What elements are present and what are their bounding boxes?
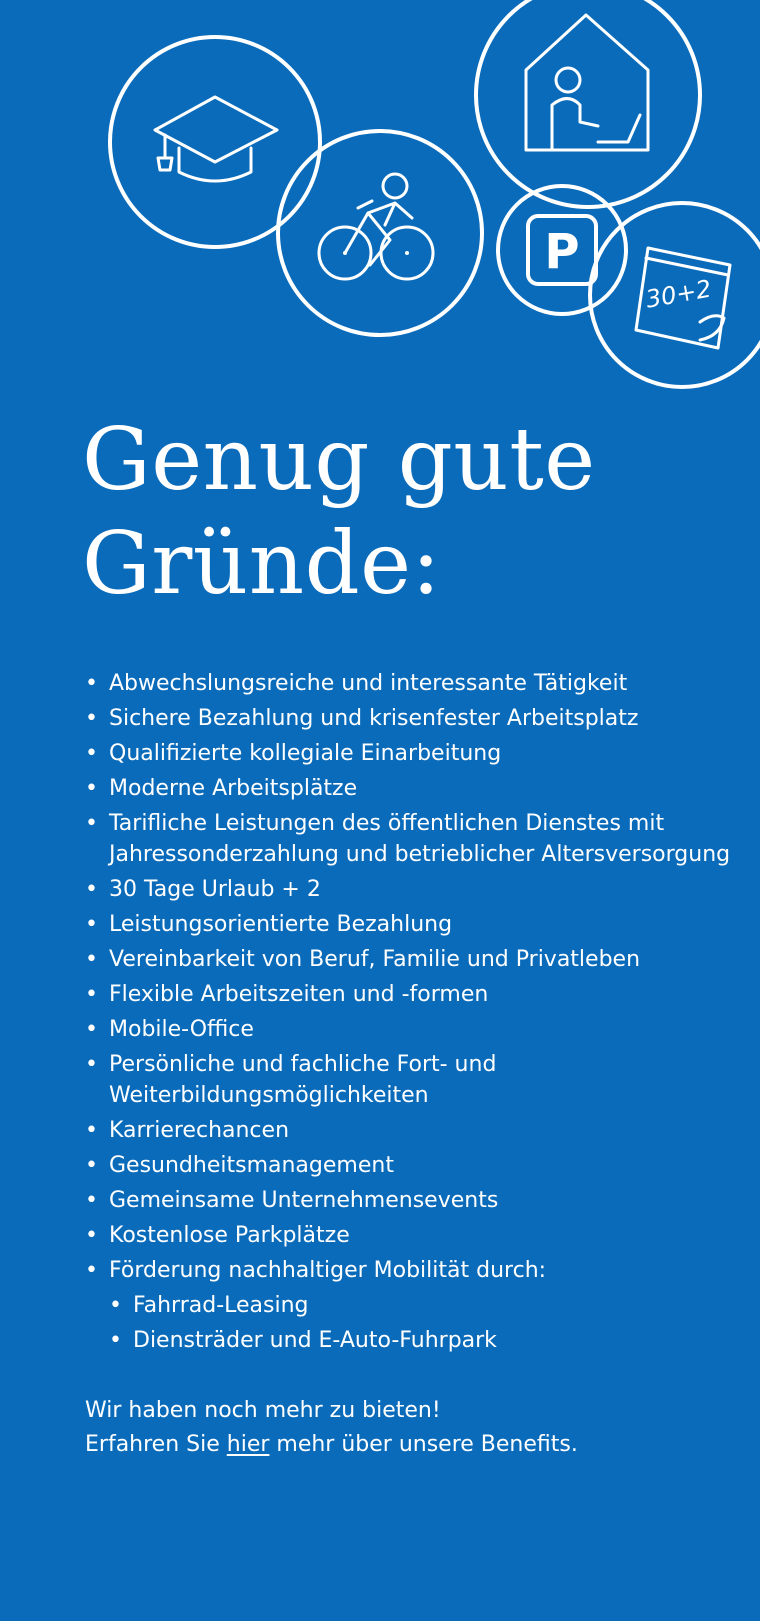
outro-after-link: mehr über unsere Benefits. [269, 1432, 578, 1457]
benefit-item: • Abwechslungsreiche und interessante Tätigkeit [85, 668, 745, 699]
benefit-item: • Förderung nachhaltiger Mobilität durch: [85, 1255, 745, 1286]
benefit-item: • Gesundheitsmanagement [85, 1150, 745, 1181]
benefits-link[interactable]: hier [226, 1432, 270, 1457]
page-title-line-2: Gründe: [82, 514, 442, 614]
mobility-item: • Diensträder und E-Auto-Fuhrpark [85, 1325, 745, 1356]
icon-cluster [0, 0, 760, 400]
benefit-item: • Kostenlose Parkplätze [85, 1220, 745, 1251]
outro-text [85, 1394, 578, 1462]
benefit-item: • Leistungsorientierte Bezahlung [85, 909, 745, 940]
benefit-item: • Tarifliche Leistungen des öffentlichen Dienstes mit Jahressonderzahlung und betrieblicher Altersversorgung [85, 808, 745, 870]
outro-line-2 [85, 1428, 578, 1462]
benefit-item: • Karrierechancen [85, 1115, 745, 1146]
outro-line-1: Wir haben noch mehr zu bieten! [85, 1398, 441, 1423]
benefit-item: • Moderne Arbeitsplätze [85, 773, 745, 804]
parking-letter: P [544, 224, 580, 280]
outro-before-link: Erfahren Sie [85, 1432, 227, 1457]
benefit-item: • Sichere Bezahlung und krisenfester Arbeitsplatz [85, 703, 745, 734]
benefit-item: • Gemeinsame Unternehmensevents [85, 1185, 745, 1216]
graduation-cap-icon [110, 37, 320, 247]
benefit-item: • Persönliche und fachliche Fort- und Weiterbildungsmöglichkeiten [85, 1049, 745, 1111]
benefits-list [85, 668, 745, 1360]
home-office-icon [476, 0, 700, 207]
benefit-item: • Vereinbarkeit von Beruf, Familie und Privatleben [85, 944, 745, 975]
benefit-item: • 30 Tage Urlaub + 2 [85, 874, 745, 905]
bicycle-icon [278, 131, 482, 335]
mobility-item: • Fahrrad-Leasing [85, 1290, 745, 1321]
benefit-item: • Flexible Arbeitszeiten und -formen [85, 979, 745, 1010]
benefit-item: • Qualifizierte kollegiale Einarbeitung [85, 738, 745, 769]
page-title-line-1: Genug gute [82, 410, 596, 510]
benefit-item: • Mobile-Office [85, 1014, 745, 1045]
page-title [82, 408, 596, 616]
calendar-text: 30+2 [643, 274, 714, 314]
